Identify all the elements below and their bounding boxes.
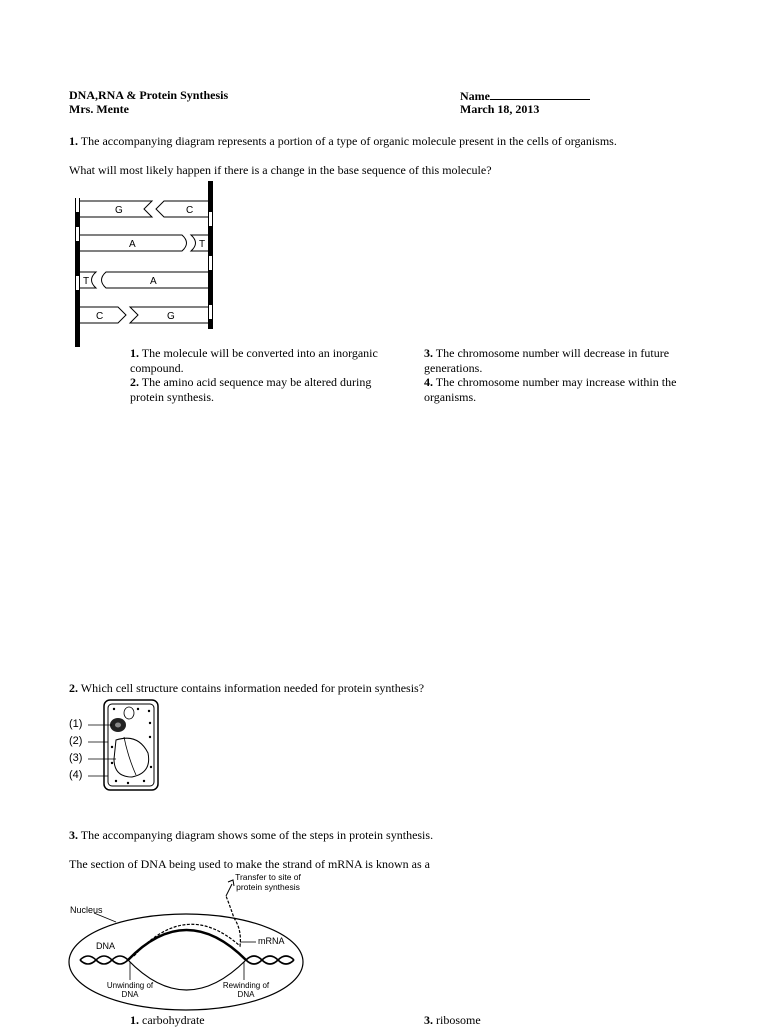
dna-helix-left (80, 956, 128, 964)
cell-label-1: (1) (69, 718, 83, 730)
cell-label-4: (4) (69, 769, 83, 781)
choice-number: 2. (130, 375, 139, 389)
base-label: C (186, 205, 194, 216)
choice-number: 3. (424, 1013, 433, 1027)
name-blank-line (490, 88, 590, 100)
left-backbone (75, 198, 80, 347)
base-label: T (83, 276, 90, 287)
base-pair-row-3 (80, 272, 208, 288)
question-3-text (69, 828, 709, 843)
cell-label-3: (3) (69, 752, 83, 764)
choice-number: 4. (424, 375, 433, 389)
question-1-text (69, 134, 709, 149)
q1-choice-2 (130, 375, 400, 404)
choice-number: 1. (130, 1013, 139, 1027)
label-unwinding: Unwinding of DNA (106, 981, 154, 999)
base-label: C (96, 311, 104, 322)
choice-text: The chromosome number will decrease in future generations. (424, 346, 670, 375)
base-label: G (167, 311, 175, 322)
base-label: A (150, 276, 157, 287)
dna-helix-right (246, 956, 294, 964)
question-1-number: 1. (69, 134, 78, 148)
choice-text: carbohydrate (142, 1013, 205, 1027)
question-2-statement: Which cell structure contains information needed for protein synthesis? (80, 681, 425, 695)
teacher-name: Mrs. Mente (69, 102, 129, 116)
choice-text: The molecule will be converted into an inorganic compound. (130, 346, 378, 375)
choice-number: 3. (424, 346, 433, 360)
q3-choice-3 (424, 1013, 694, 1028)
worksheet-title: DNA,RNA & Protein Synthesis (69, 88, 229, 102)
label-transfer: Transfer to site of protein synthesis (235, 872, 301, 892)
choice-text: The amino acid sequence may be altered during protein synthesis. (130, 375, 372, 404)
label-rewinding: Rewinding of DNA (222, 981, 270, 999)
q1-choice-1 (130, 346, 400, 375)
cell-label-2: (2) (69, 735, 83, 747)
q1-choice-4 (424, 375, 694, 404)
q1-choice-3 (424, 346, 694, 375)
base-label: G (115, 205, 123, 216)
cell-membrane (108, 704, 154, 786)
choice-number: 1. (130, 346, 139, 360)
question-3-number: 3. (69, 828, 78, 842)
q3-choice-1 (130, 1013, 400, 1028)
base-label: A (129, 239, 136, 250)
choice-text: The chromosome number may increase within the organisms. (424, 375, 677, 404)
question-1-prompt: What will most likely happen if there is a change in the base sequence of this molecule? (69, 163, 492, 177)
label-dna: DNA (96, 941, 116, 951)
worksheet-date: March 18, 2013 (460, 102, 540, 116)
choice-text: ribosome (436, 1013, 481, 1027)
base-label: T (199, 239, 206, 250)
label-mrna: mRNA (258, 936, 285, 946)
question-3-statement: The accompanying diagram shows some of the steps in protein synthesis. (80, 828, 434, 842)
label-nucleus: Nucleus (70, 905, 103, 915)
name-label: Name (460, 89, 490, 103)
base-pair-row-2 (80, 235, 208, 251)
question-2-text (69, 681, 709, 696)
mrna-strand (134, 896, 240, 956)
question-2-number: 2. (69, 681, 78, 695)
question-1-statement: The accompanying diagram represents a portion of a type of organic molecule present in the cells of organisms. (80, 134, 617, 148)
dna-segment-diagram (72, 181, 220, 347)
question-3-prompt: The section of DNA being used to make the strand of mRNA is known as a (69, 857, 430, 871)
vacuole (114, 738, 149, 777)
